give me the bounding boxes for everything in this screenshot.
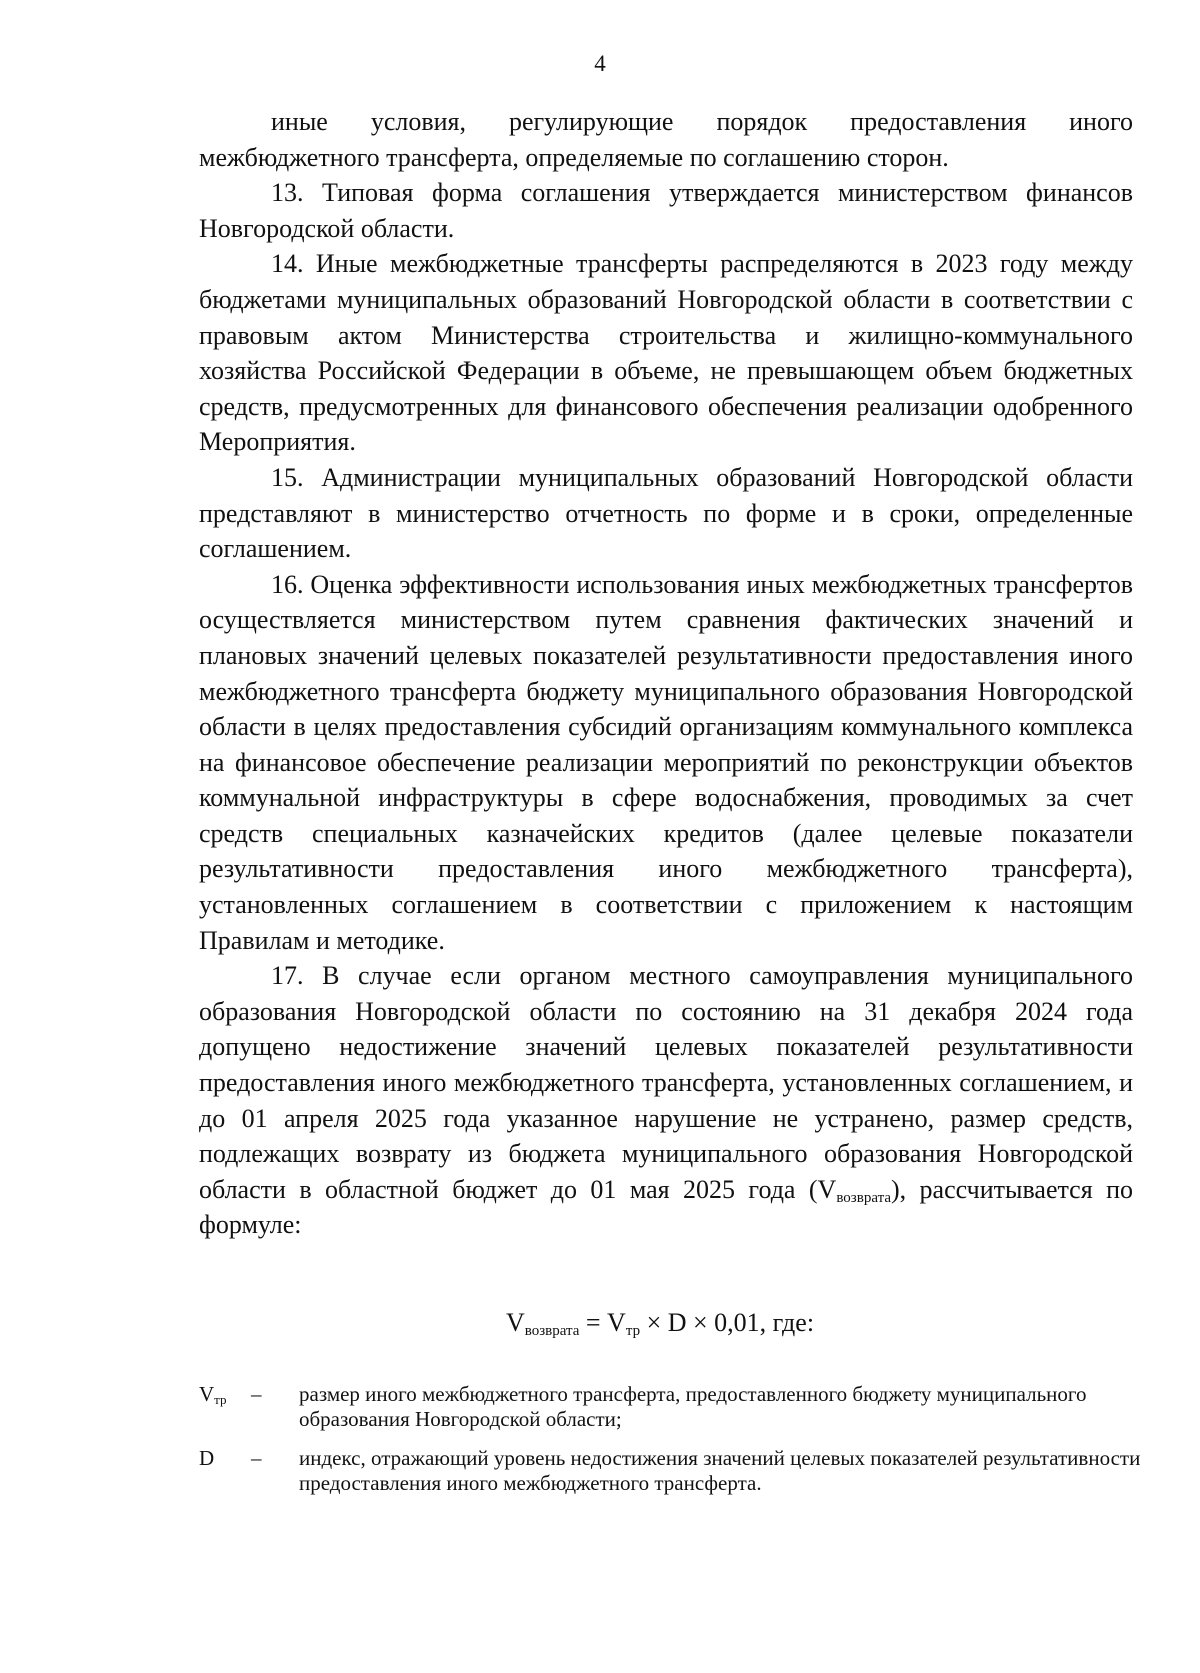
- paragraph-17-subscript: возврата: [836, 1189, 891, 1206]
- formula-definitions: [199, 1382, 1149, 1510]
- definition-dash: –: [251, 1446, 262, 1470]
- definition-symbol: [199, 1382, 251, 1432]
- definition-symbol: [199, 1446, 251, 1496]
- formula-rest: × D × 0,01, где:: [640, 1308, 815, 1337]
- definition-row: [199, 1446, 1149, 1496]
- paragraph-17-tail: ), рассчитывается по формуле:: [199, 1174, 1134, 1240]
- paragraph-15: 15. Администрации муниципальных образований Новгородской области представляют в министерство отчетность по форме и в сроки, определенные соглашением.: [199, 462, 1133, 564]
- paragraph-17: [199, 958, 1133, 1243]
- formula-lhs-symbol: V: [505, 1308, 525, 1337]
- paragraph-continuation-line1: иные условия, регулирующие порядок предоставления иного: [271, 107, 1133, 136]
- definition-text: индекс, отражающий уровень недостижения значений целевых показателей результативности предоставления иного межбюджетного трансферта.: [299, 1446, 1141, 1495]
- formula-v-subscript: тр: [625, 1323, 641, 1339]
- document-body: [199, 104, 1133, 1243]
- definition-row: [199, 1382, 1149, 1432]
- definition-text: размер иного межбюджетного трансферта, предоставленного бюджету муниципального образования Новгородской области;: [299, 1382, 1087, 1431]
- paragraph-16: 16. Оценка эффективности использования иных межбюджетных трансфертов осуществляется министерством путем сравнения фактических значений и плановых значений целевых показателей результативности предоставления иного межбюджетного трансферта бюджету муниципального образования Новгородской области в целях предоставления субсидий организациям коммунального комплекса на финансовое обеспечение реализации мероприятий по реконструкции объектов коммунальной инфраструктуры в сфере водоснабжения, проводимых за счет средств специальных казначейских кредитов (далее целевые показатели результативности предоставления иного межбюджетного трансферта), установленных соглашением в соответствии с приложением к настоящим Правилам и методике.: [199, 569, 1133, 955]
- formula-lhs-subscript: возврата: [524, 1323, 580, 1339]
- paragraph-17-text: 17. В случае если органом местного самоуправления муниципального образования Новгородской области по состоянию на 31 декабря 2024 года допущено недостижение значений целевых показателей результативности предоставления иного межбюджетного трансферта, установленных соглашением, и до 01 апреля 2025 года указанное нарушение не устранено, размер средств, подлежащих возврату из бюджета муниципального образования Новгородской области в областной бюджет до 01 мая 2025 года (V: [199, 961, 1133, 1204]
- return-formula: [0, 1306, 1200, 1340]
- paragraph-14: 14. Иные межбюджетные трансферты распределяются в 2023 году между бюджетами муниципальных образований Новгородской области в соответствии с правовым актом Министерства строительства и жилищно-коммунального хозяйства Российской Федерации в объеме, не превышающем объем бюджетных средств, предусмотренных для финансового обеспечения реализации одобренного Мероприятия.: [199, 249, 1133, 457]
- paragraph-13: 13. Типовая форма соглашения утверждается министерством финансов Новгородской области.: [199, 178, 1133, 243]
- definition-dash: –: [251, 1382, 262, 1406]
- definition-symbol-letter: D: [199, 1446, 215, 1470]
- paragraph-continuation-line2: межбюджетного трансферта, определяемые по соглашению сторон.: [199, 142, 949, 172]
- page-number: 4: [594, 51, 606, 76]
- definition-symbol-letter: V: [199, 1382, 215, 1406]
- formula-equals-v: = V: [579, 1308, 626, 1337]
- definition-symbol-subscript: тр: [214, 1392, 227, 1407]
